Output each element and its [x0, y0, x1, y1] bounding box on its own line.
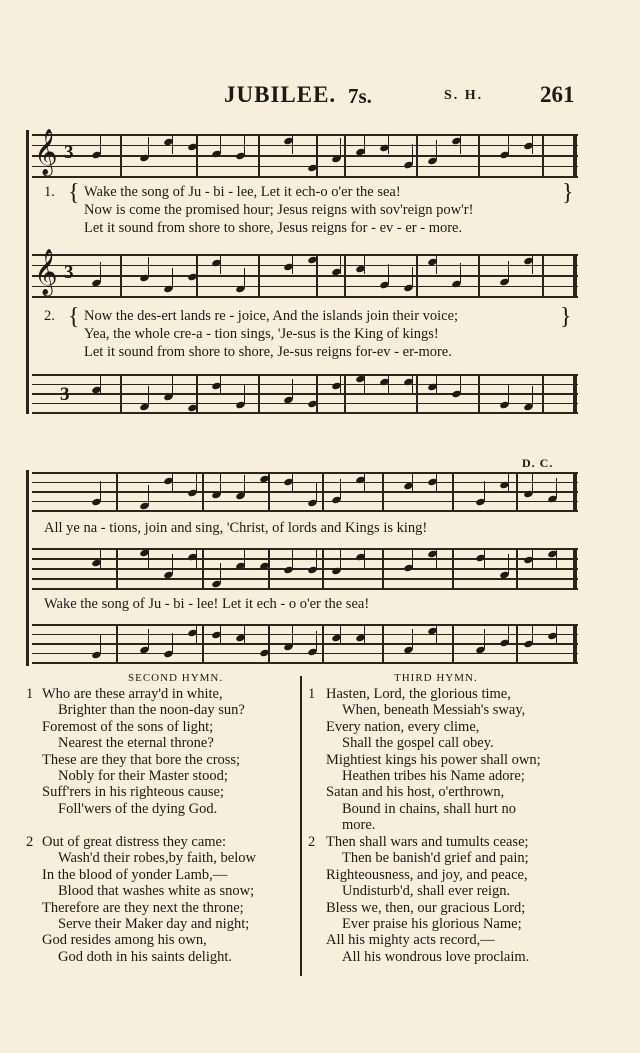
note-stem — [364, 374, 365, 394]
note-stem — [196, 472, 197, 492]
note-stem — [340, 550, 341, 570]
hymn-line: Nobly for their Master stood; — [58, 768, 228, 784]
note-stem — [196, 624, 197, 644]
note-stem — [148, 257, 149, 277]
bar-line — [258, 254, 260, 298]
note-stem — [100, 374, 101, 394]
note-stem — [508, 261, 509, 281]
hymn-line: Wash'd their robes,by faith, below — [58, 850, 256, 867]
bar-line — [344, 374, 346, 414]
note-stem — [484, 629, 485, 649]
da-capo-mark: D. C. — [522, 456, 554, 470]
staff-line — [32, 501, 578, 503]
note-stem — [388, 264, 389, 284]
note-stem — [460, 263, 461, 283]
bar-line — [116, 472, 118, 512]
staff-line — [32, 374, 578, 376]
staff-line — [32, 510, 578, 512]
bar-line — [416, 374, 418, 414]
note-stem — [436, 624, 437, 644]
note-stem — [436, 140, 437, 160]
note-stem — [532, 473, 533, 493]
note-stem — [172, 376, 173, 396]
refrain-line: All ye na - tions, join and sing, 'Christ, of lords and Kings is king! — [44, 520, 428, 536]
brace-right-icon: } — [562, 180, 574, 206]
staff-line — [32, 578, 578, 580]
note-stem — [148, 485, 149, 505]
staff-line — [32, 482, 578, 484]
time-signature: 3 — [64, 262, 74, 283]
final-bar-line — [573, 374, 577, 414]
bar-line — [452, 472, 454, 512]
note-stem — [460, 134, 461, 154]
note-stem — [556, 478, 557, 498]
note-stem — [220, 624, 221, 644]
note-stem — [316, 549, 317, 569]
hymn-line: Every nation, every clime, — [326, 718, 480, 735]
bar-line — [322, 472, 324, 512]
bar-line — [344, 254, 346, 298]
staff-line — [32, 634, 578, 636]
note-stem — [100, 634, 101, 654]
note-stem — [388, 134, 389, 154]
note-stem — [292, 254, 293, 274]
refrain-line: Wake the song of Ju - bi - lee! Let it ech - o o'er the sea! — [44, 596, 370, 612]
note-stem — [436, 374, 437, 394]
verse-number: 2. — [44, 308, 55, 324]
note-stem — [508, 384, 509, 404]
note-stem — [364, 472, 365, 492]
hymn-heading: THIRD HYMN. — [394, 672, 478, 684]
note-stem — [460, 374, 461, 394]
note-stem — [364, 624, 365, 644]
bar-line — [344, 134, 346, 178]
staff-middle — [32, 548, 578, 590]
hymn-line: Brighter than the noon-day sun? — [58, 702, 245, 719]
final-bar-line — [573, 134, 577, 178]
hymn-line: Heathen tribes his Name adore; — [342, 768, 525, 784]
time-signature: 3 — [64, 142, 74, 163]
note-stem — [196, 548, 197, 568]
hymn-line: Suff'rers in his righteous cause; — [42, 784, 224, 801]
note-stem — [412, 548, 413, 568]
verse-number: 1. — [44, 184, 55, 200]
hymn-line: Undisturb'd, shall ever reign. — [342, 883, 511, 900]
note-stem — [316, 383, 317, 403]
note-stem — [364, 134, 365, 154]
hymn-line: more. — [342, 817, 376, 834]
note-stem — [412, 374, 413, 394]
note-stem — [100, 262, 101, 282]
note-stem — [172, 554, 173, 574]
bar-line — [116, 624, 118, 664]
note-stem — [316, 254, 317, 274]
note-stem — [412, 267, 413, 287]
note-stem — [172, 633, 173, 653]
hymn-line: Foll'wers of the dying God. — [58, 800, 218, 817]
hymn-line: All his wondrous love proclaim. — [342, 948, 530, 965]
staff-bass — [32, 374, 578, 414]
staff-line — [32, 568, 578, 570]
bar-line — [478, 374, 480, 414]
note-stem — [532, 386, 533, 406]
note-stem — [196, 134, 197, 154]
note-stem — [436, 254, 437, 274]
tune-title: JUBILEE. — [224, 82, 337, 107]
note-stem — [268, 548, 269, 568]
final-bar-line — [573, 548, 577, 590]
note-stem — [220, 134, 221, 154]
hymn-line: These are they that bore the cross; — [42, 751, 241, 768]
hymn-line: When, beneath Messiah's sway, — [342, 702, 526, 719]
staff-line — [32, 548, 578, 550]
note-stem — [412, 629, 413, 649]
page-header — [0, 82, 640, 116]
bar-line — [542, 374, 544, 414]
hymn-heading: SECOND HYMN. — [128, 672, 224, 684]
hymn-line: Foremost of the sons of light; — [42, 718, 214, 735]
time-signature: 3 — [60, 384, 70, 405]
staff-upper — [32, 472, 578, 512]
bar-line — [382, 624, 384, 664]
staff-line — [32, 653, 578, 655]
page-number: 261 — [540, 82, 575, 107]
note-stem — [316, 631, 317, 651]
hymn-line: Who are these array'd in white, — [42, 686, 223, 702]
bar-line — [382, 472, 384, 512]
bar-line — [116, 548, 118, 590]
note-stem — [220, 254, 221, 274]
hymn-line: Ever praise his glorious Name; — [342, 916, 522, 932]
bar-line — [452, 548, 454, 590]
verse-1-line-2: Now is come the promised hour; Jesus reigns with sov'reign pow'r! — [84, 202, 474, 218]
staff-line — [32, 384, 578, 386]
bar-line — [120, 254, 122, 298]
note-stem — [100, 548, 101, 568]
note-stem — [340, 624, 341, 644]
brace-left-icon: { — [68, 180, 80, 206]
note-stem — [148, 548, 149, 568]
note-stem — [292, 134, 293, 154]
staff-line — [32, 134, 578, 136]
note-stem — [292, 549, 293, 569]
hymn-line: Then be banish'd grief and pain; — [342, 850, 529, 867]
note-stem — [268, 472, 269, 492]
bar-line — [202, 472, 204, 512]
bar-line — [322, 548, 324, 590]
note-stem — [412, 472, 413, 492]
hymn-line: Then shall wars and tumults cease; — [326, 834, 529, 850]
bar-line — [542, 134, 544, 178]
staff-line — [32, 155, 578, 157]
hymn-line: Bound in chains, shall hurt no — [342, 800, 516, 817]
note-stem — [532, 134, 533, 154]
note-stem — [220, 563, 221, 583]
note-stem — [364, 254, 365, 274]
staff-line — [32, 412, 578, 414]
bar-line — [516, 624, 518, 664]
stanza-number: 2 — [26, 834, 34, 850]
hymn-line: God resides among his own, — [42, 932, 207, 949]
hymn-line: Righteousness, and joy, and peace, — [326, 866, 528, 883]
staff-line — [32, 265, 578, 267]
note-stem — [316, 482, 317, 502]
bar-line — [202, 548, 204, 590]
stanza-number: 2 — [308, 834, 316, 850]
treble-clef-icon: 𝄞 — [34, 129, 58, 174]
staff-line — [32, 643, 578, 645]
note-stem — [340, 374, 341, 394]
note-stem — [220, 374, 221, 394]
staff-line — [32, 588, 578, 590]
staff-line — [32, 662, 578, 664]
bar-line — [120, 134, 122, 178]
bar-line — [258, 374, 260, 414]
final-bar-line — [573, 624, 577, 664]
note-stem — [220, 474, 221, 494]
note-stem — [148, 629, 149, 649]
bar-line — [478, 254, 480, 298]
bar-line — [416, 254, 418, 298]
note-stem — [532, 548, 533, 568]
hymn-line: Satan and his host, o'erthrown, — [326, 784, 505, 801]
staff-line — [32, 403, 578, 405]
staff-line — [32, 624, 578, 626]
bar-line — [258, 134, 260, 178]
note-stem — [268, 632, 269, 652]
staff-line — [32, 296, 578, 298]
bar-line — [516, 472, 518, 512]
final-bar-line — [573, 254, 577, 298]
bar-line — [382, 548, 384, 590]
note-stem — [508, 554, 509, 574]
verse-2-line-3: Let it sound from shore to shore, Je-sus reigns for-ev - er-more. — [84, 344, 452, 360]
verse-1-line-3: Let it sound from shore to shore, Jesus reigns for - ev - er - more. — [84, 220, 463, 236]
note-stem — [292, 472, 293, 492]
bar-line — [516, 548, 518, 590]
note-stem — [508, 472, 509, 492]
staff-line — [32, 176, 578, 178]
staff-line — [32, 166, 578, 168]
note-stem — [172, 134, 173, 154]
note-stem — [436, 548, 437, 568]
hymn-line: Shall the gospel call obey. — [342, 735, 494, 752]
hymn-line: Bless we, then, our gracious Lord; — [326, 899, 526, 916]
note-stem — [148, 386, 149, 406]
bar-line — [322, 624, 324, 664]
bar-line — [542, 254, 544, 298]
note-stem — [484, 548, 485, 568]
note-stem — [100, 481, 101, 501]
hymn-line: In the blood of yonder Lamb,— — [42, 866, 228, 883]
note-stem — [556, 624, 557, 644]
note-stem — [532, 254, 533, 274]
verse-1-line-1: Wake the song of Ju - bi - lee, Let it ech-o o'er the sea! — [84, 184, 401, 200]
hymn-line: Out of great distress they came: — [42, 834, 227, 850]
staff-line — [32, 558, 578, 560]
note-stem — [388, 374, 389, 394]
note-stem — [364, 548, 365, 568]
bar-line — [416, 134, 418, 178]
note-stem — [340, 479, 341, 499]
staff-line — [32, 254, 578, 256]
hymn-line: God doth in his saints delight. — [58, 948, 232, 965]
note-stem — [244, 268, 245, 288]
staff-treble-1 — [32, 129, 578, 178]
note-stem — [340, 254, 341, 274]
stanza-number: 1 — [26, 686, 34, 702]
system-2-brace — [26, 470, 29, 666]
note-stem — [196, 256, 197, 276]
note-stem — [244, 475, 245, 495]
note-stem — [316, 147, 317, 167]
brace-left-icon: { — [68, 304, 80, 330]
note-stem — [244, 384, 245, 404]
bar-line — [452, 624, 454, 664]
stanza-number: 1 — [308, 686, 316, 702]
tune-key-mark: S. H. — [444, 88, 484, 103]
staff-treble-2 — [32, 249, 578, 298]
verse-2-line-1: Now the des-ert lands re - joice, And the islands join their voice; — [84, 308, 459, 324]
bar-line — [202, 624, 204, 664]
column-divider — [300, 676, 302, 976]
note-stem — [508, 624, 509, 644]
hymn-line: All his mighty acts record,— — [326, 932, 495, 949]
staff-bass — [32, 624, 578, 664]
treble-clef-icon: 𝄞 — [34, 249, 58, 294]
note-stem — [148, 137, 149, 157]
note-stem — [244, 548, 245, 568]
staff-line — [32, 472, 578, 474]
note-stem — [244, 624, 245, 644]
note-stem — [484, 481, 485, 501]
brace-right-icon: } — [560, 304, 572, 330]
note-stem — [412, 144, 413, 164]
note-stem — [340, 138, 341, 158]
note-stem — [172, 268, 173, 288]
hymn-line: Blood that washes white as snow; — [58, 883, 255, 900]
note-stem — [172, 472, 173, 492]
note-stem — [532, 624, 533, 644]
note-stem — [292, 626, 293, 646]
note-stem — [196, 387, 197, 407]
note-stem — [556, 548, 557, 568]
hymn-line: Hasten, Lord, the glorious time, — [326, 686, 511, 702]
hymn-line: Serve their Maker day and night; — [58, 916, 250, 932]
hymn-line: Therefore are they next the throne; — [42, 899, 244, 916]
note-stem — [292, 379, 293, 399]
tune-meter: 7s. — [348, 84, 372, 108]
hymn-line: Nearest the eternal throne? — [58, 735, 214, 752]
bar-line — [478, 134, 480, 178]
note-stem — [508, 134, 509, 154]
note-stem — [244, 135, 245, 155]
staff-line — [32, 286, 578, 288]
verse-2-line-2: Yea, the whole cre-a - tion sings, 'Je-sus is the King of kings! — [84, 326, 439, 342]
note-stem — [100, 134, 101, 154]
final-bar-line — [573, 472, 577, 512]
staff-line — [32, 393, 578, 395]
staff-line — [32, 145, 578, 147]
staff-line — [32, 491, 578, 493]
note-stem — [436, 472, 437, 492]
bar-line — [120, 374, 122, 414]
system-1-brace — [26, 130, 29, 414]
staff-line — [32, 275, 578, 277]
hymn-line: Mightiest kings his power shall own; — [326, 751, 541, 768]
